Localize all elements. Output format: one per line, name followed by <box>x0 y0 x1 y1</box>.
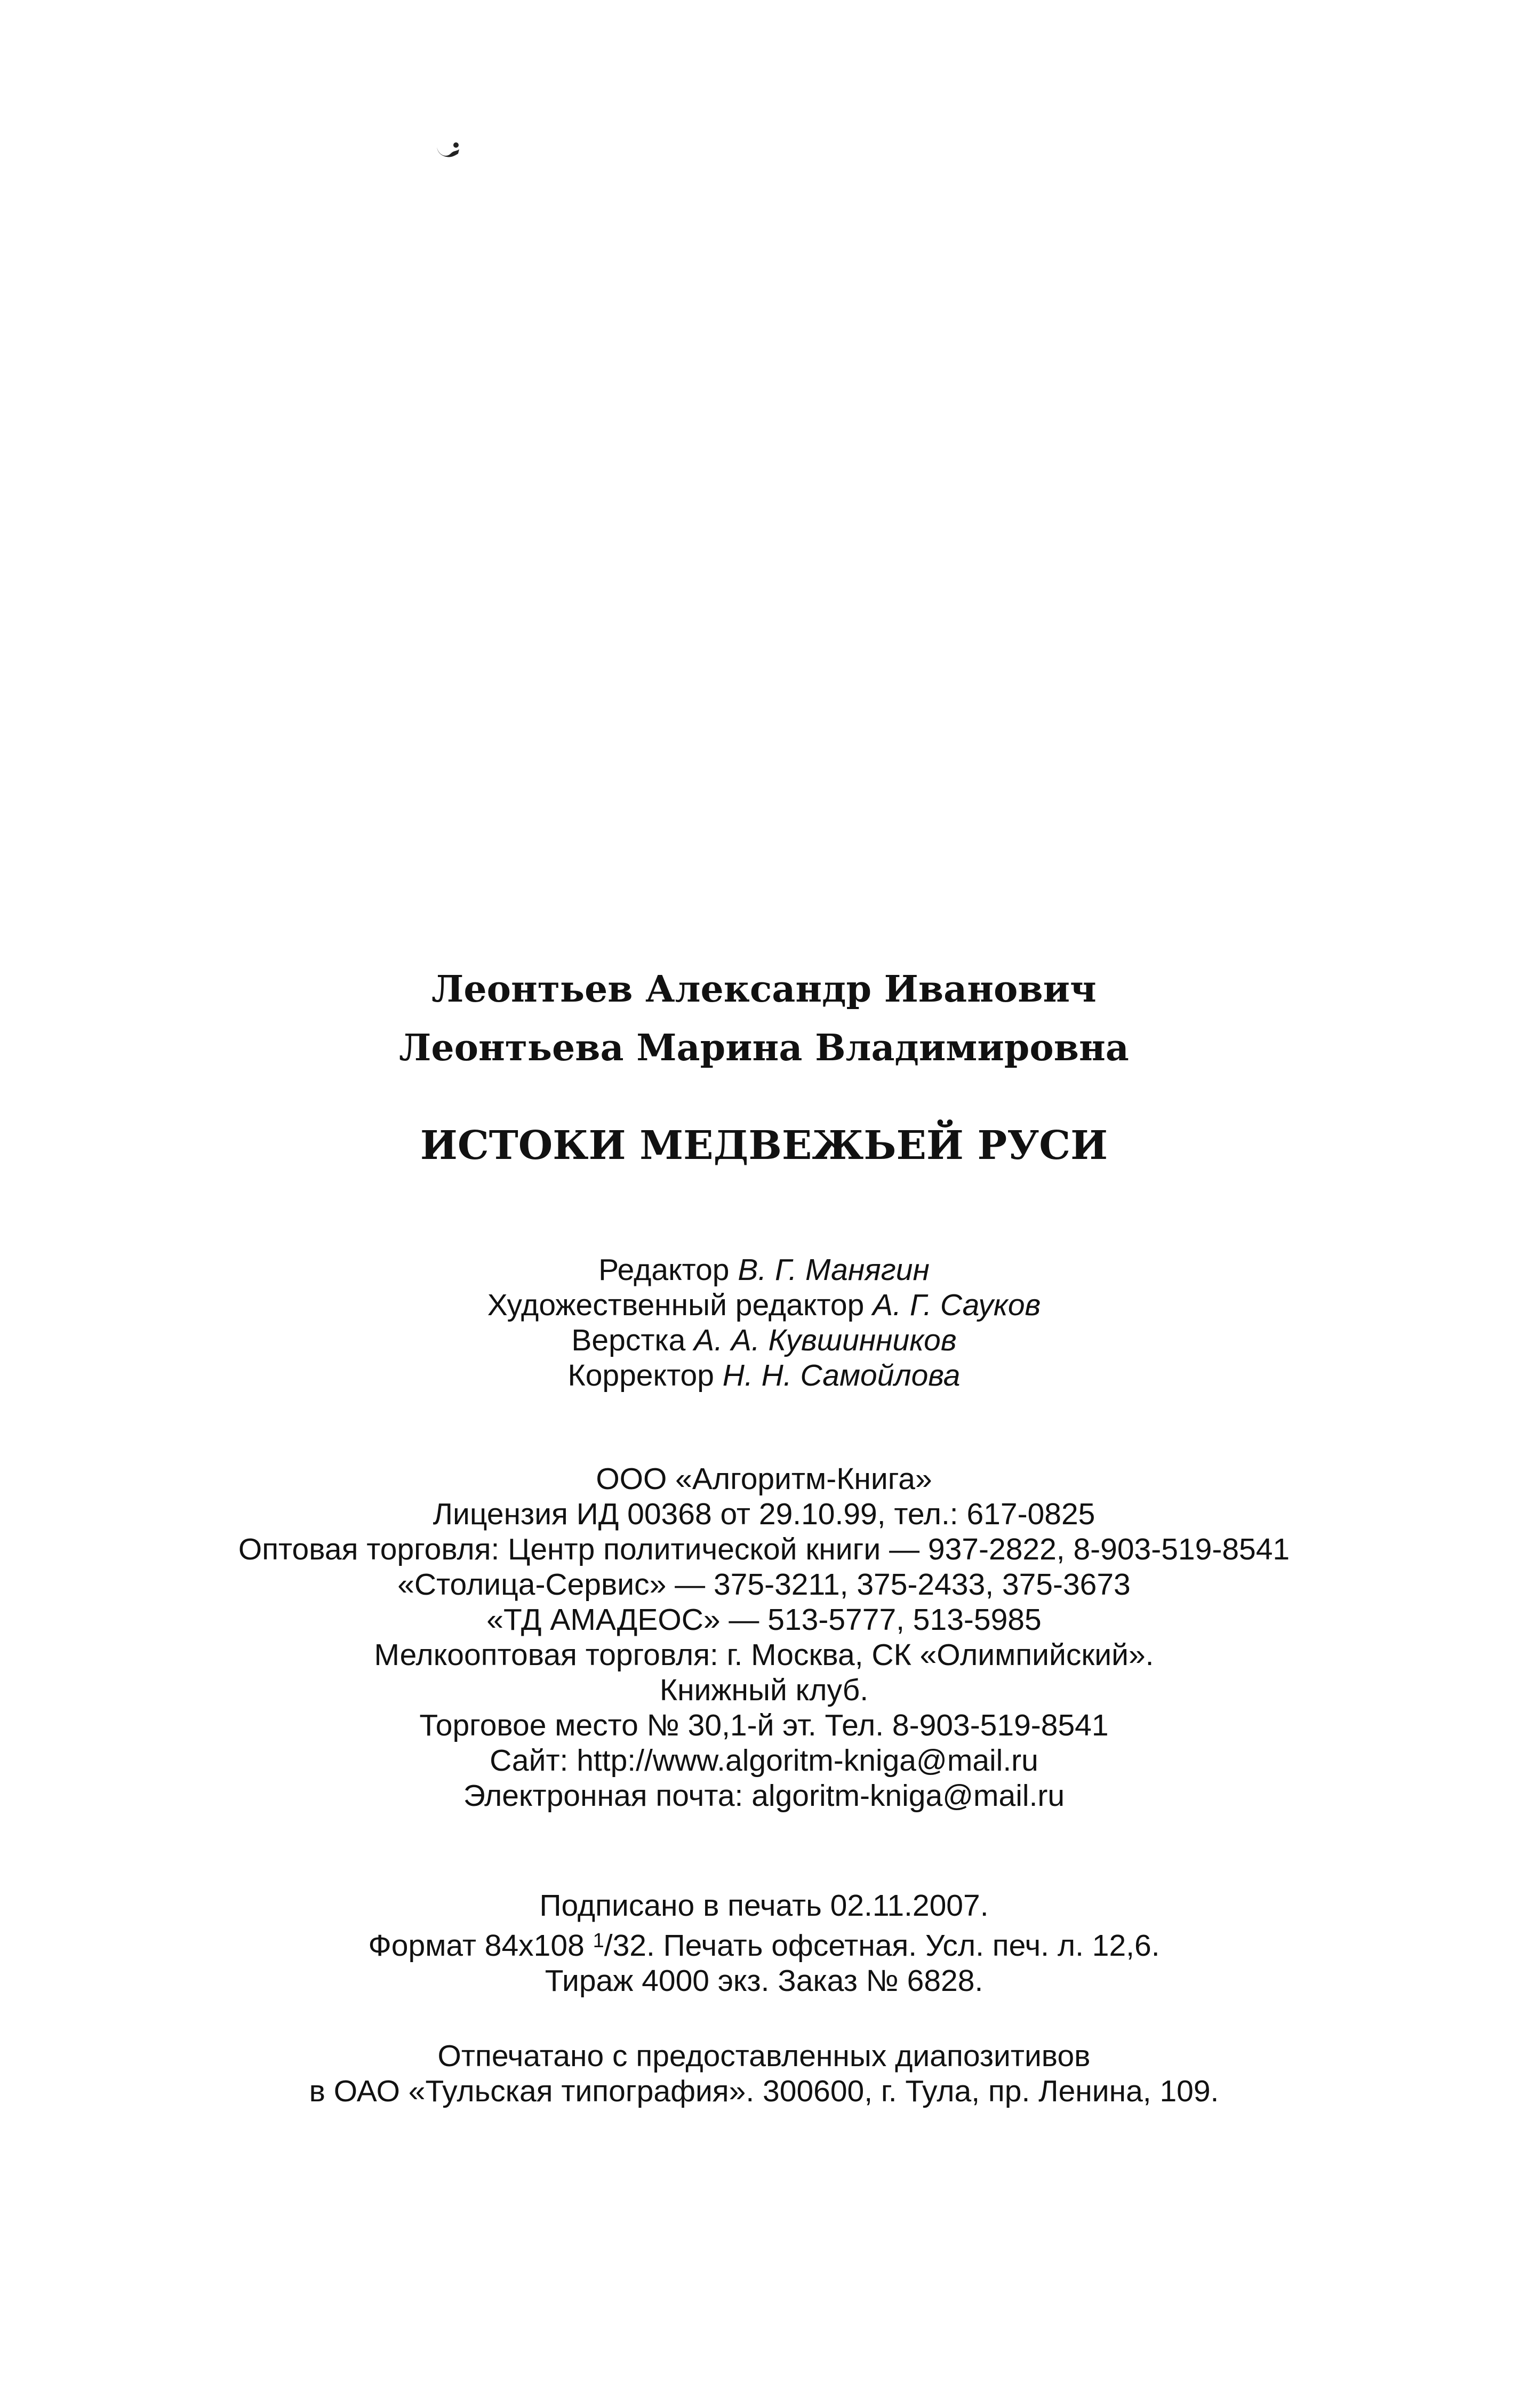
author-line: Леонтьева Марина Владимировна <box>399 1027 1129 1069</box>
publisher-line: «Столица-Сервис» — 375-3211, 375-2433, 375-3673 <box>397 1567 1131 1602</box>
publisher-line: «ТД АМАДЕОС» — 513-5777, 513-5985 <box>486 1603 1042 1637</box>
format-line <box>0 1923 1528 1963</box>
publisher-info <box>0 1461 1528 1813</box>
printer-line: в ОАО «Тульская типография». 300600, г. Тула, пр. Ленина, 109. <box>309 2074 1219 2108</box>
author-line: Леонтьев Александр Иванович <box>431 968 1097 1011</box>
credit-name: А. Г. Сауков <box>873 1288 1041 1322</box>
staff-credits <box>0 1252 1528 1393</box>
print-details <box>0 1888 1528 1998</box>
credit-role: Редактор <box>598 1253 738 1287</box>
publisher-line: Электронная почта: algoritm-kniga@mail.ru <box>463 1779 1065 1813</box>
credit-line <box>0 1287 1528 1323</box>
book-title: ИСТОКИ МЕДВЕЖЬЕЙ РУСИ <box>420 1123 1108 1169</box>
publisher-line: Оптовая торговля: Центр политической книги — 937-2822, 8-903-519-8541 <box>238 1532 1290 1566</box>
signed-date: Подписано в печать 02.11.2007. <box>539 1889 989 1923</box>
publisher-line: Торговое место № 30,1-й эт. Тел. 8-903-519-8541 <box>419 1708 1109 1742</box>
publisher-line: Книжный клуб. <box>659 1673 869 1707</box>
ink-blot-mark <box>435 140 461 161</box>
publisher-line: Мелкооптовая торговля: г. Москва, СК «Олимпийский». <box>374 1638 1154 1672</box>
format-suffix: /32. Печать офсетная. Усл. печ. л. 12,6. <box>604 1929 1160 1963</box>
credit-line <box>0 1252 1528 1287</box>
credit-role: Корректор <box>567 1358 723 1393</box>
credit-name: Н. Н. Самойлова <box>722 1358 961 1393</box>
print-run: Тираж 4000 экз. Заказ № 6828. <box>545 1964 983 1998</box>
printer-info <box>0 2038 1528 2109</box>
credit-role: Художественный редактор <box>487 1288 873 1322</box>
credit-line <box>0 1323 1528 1358</box>
authors <box>0 960 1528 1077</box>
credit-line <box>0 1358 1528 1393</box>
publisher-line: Сайт: http://www.algoritm-kniga@mail.ru <box>490 1743 1038 1778</box>
format-prefix: Формат 84x108 <box>368 1929 593 1963</box>
publisher-line: Лицензия ИД 00368 от 29.10.99, тел.: 617-0825 <box>433 1497 1095 1531</box>
format-fraction: 1 <box>593 1930 604 1952</box>
credit-name: А. А. Кувшинников <box>694 1323 957 1357</box>
printer-line: Отпечатано с предоставленных диапозитивов <box>437 2039 1091 2073</box>
publisher-line: ООО «Алгоритм-Книга» <box>596 1462 932 1496</box>
credit-name: В. Г. Манягин <box>738 1253 930 1287</box>
credit-role: Верстка <box>571 1323 694 1357</box>
